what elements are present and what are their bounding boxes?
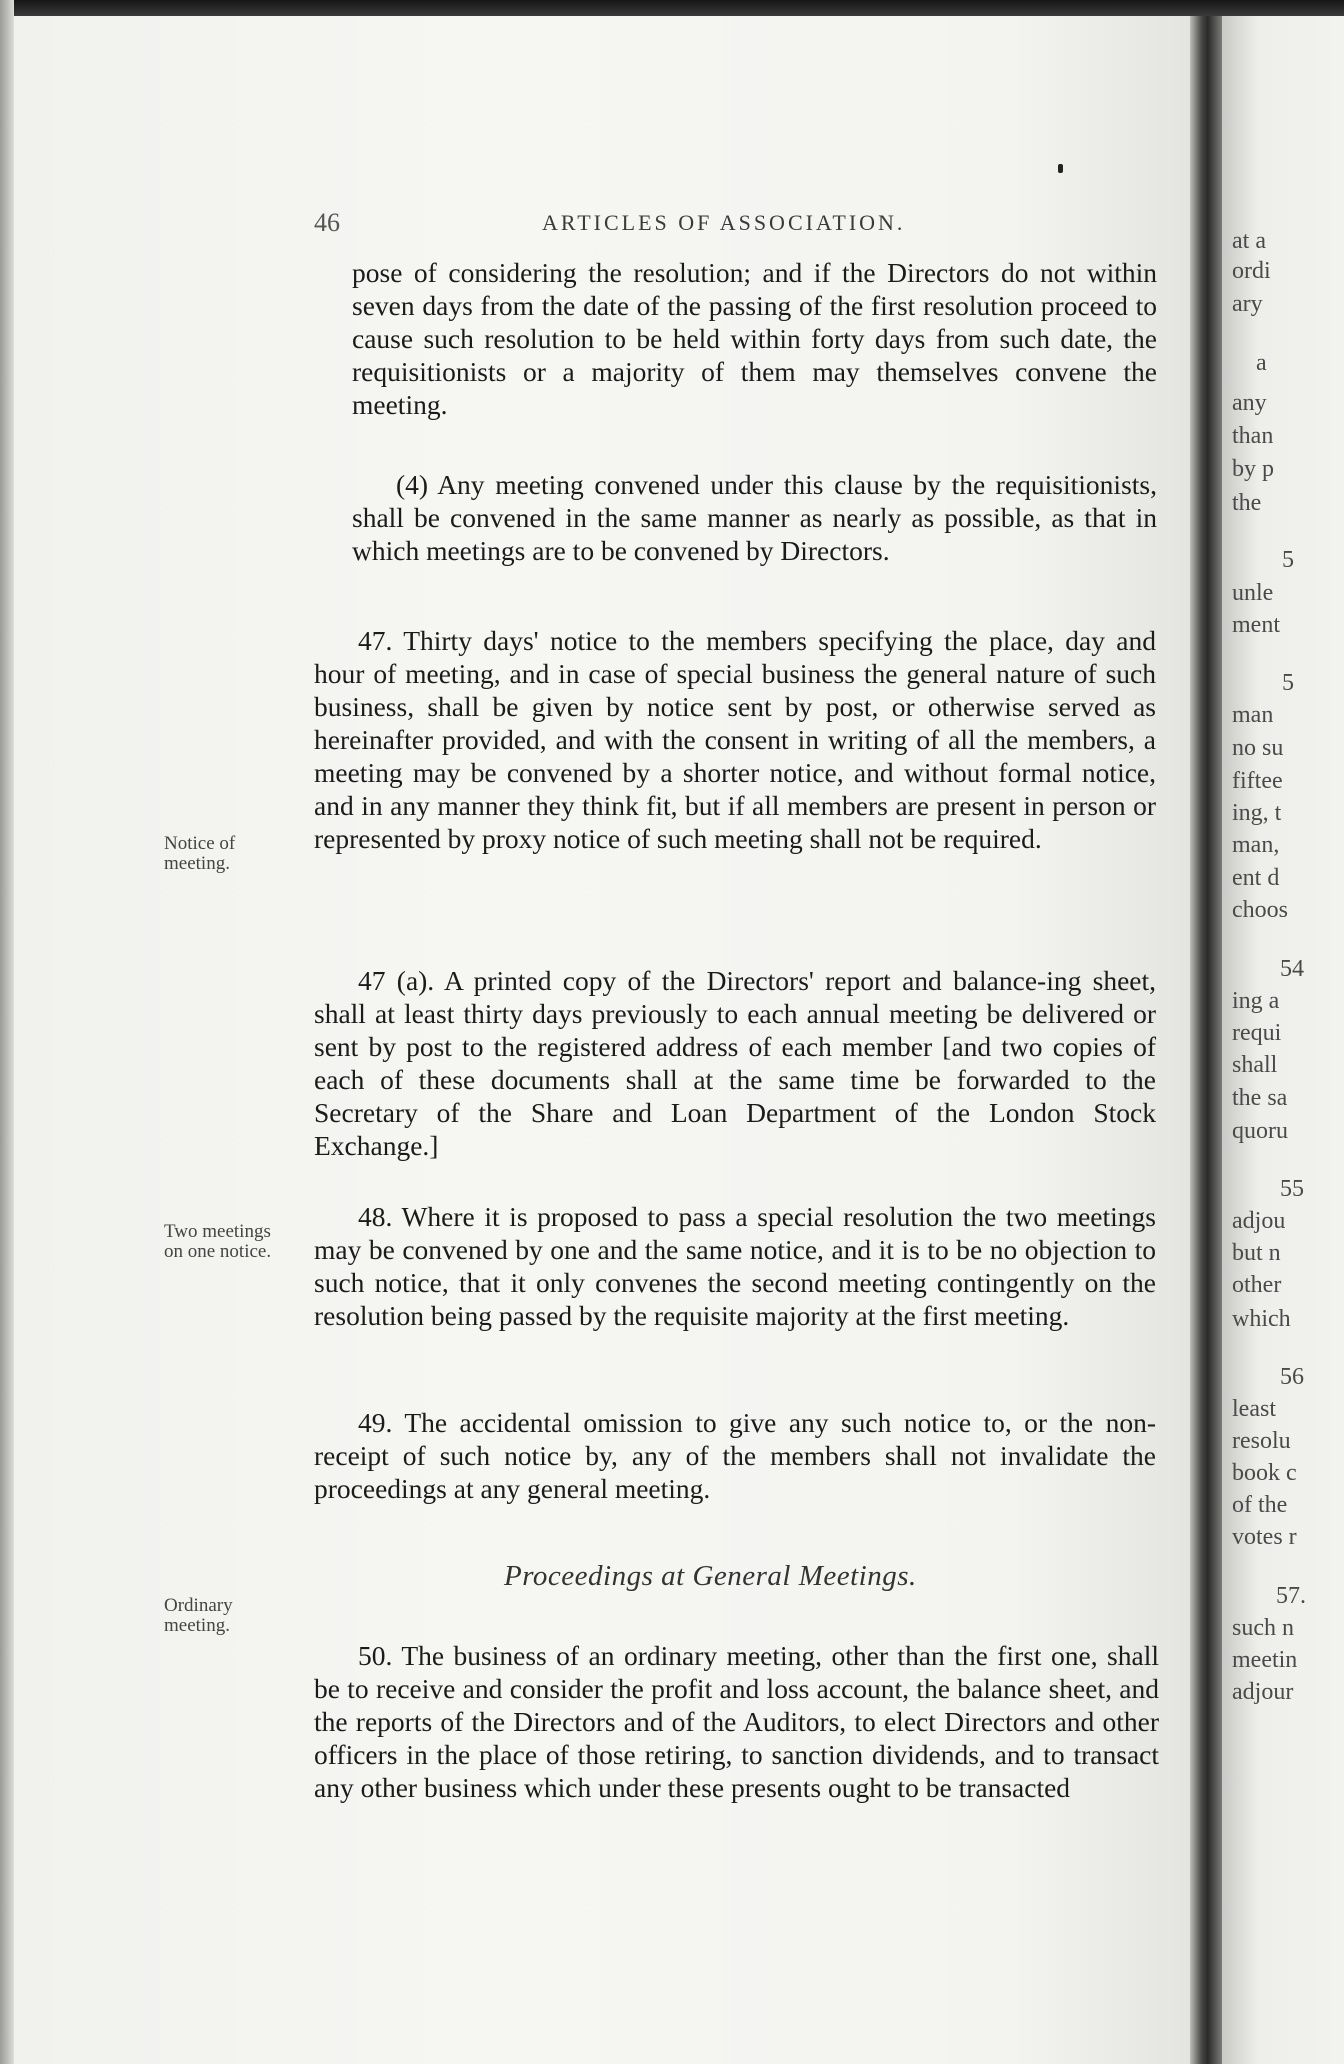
paragraph-clause-47: 47. Thirty days' notice to the members specifying the place, day and hour of meeting, and in case of special business the general nature of such business, shall be given by notice sent by post, or otherwise served as hereinafter provided, and with the consent in writing of all the members, a meeting may be convened by a shorter notice, and without formal notice, and in any manner they think fit, but if all members are present in person or represented by proxy notice of such meeting shall not be required. (314, 625, 1156, 854)
paragraph-clause-50: 50. The business of an ordinary meeting, other than the first one, shall be to receive and consider the profit and loss account, the balance sheet, and the reports of the Directors and of the Auditors, to elect Directors and other officers in the place of those retiring, to sanction dividends, and to transact any other business which under these presents ought to be transacted (314, 1640, 1159, 1803)
margin-note-ordinary-meeting: Ordinary meeting. (164, 1595, 233, 1636)
facing-line: shall (1232, 1052, 1278, 1078)
page-number: 46 (314, 208, 340, 237)
facing-line: of the (1232, 1492, 1288, 1518)
paragraph-continuation: pose of considering the resolution; and if the Directors do not within seven days from the date of the passing of the first resolution proceed to cause such resolution to be held within forty days from such date, the requisitionists or a majority of them may themselves convene the meeting. (352, 257, 1157, 420)
facing-line: resolu (1232, 1428, 1291, 1454)
facing-line: at a (1232, 228, 1266, 254)
margin-note-notice-of-meeting: Notice of meeting. (164, 833, 236, 874)
facing-line: which (1232, 1306, 1291, 1332)
facing-line: 56 (1280, 1364, 1304, 1390)
ink-mark (1058, 164, 1063, 173)
facing-line: adjou (1232, 1208, 1286, 1234)
paragraph-subclause-4: (4) Any meeting convened under this clause by the requisitionists, shall be convened in the same manner as nearly as possible, as that in which meetings are to be convened by Directors. (352, 469, 1157, 566)
section-heading: Proceedings at General Meetings. (504, 1560, 917, 1592)
facing-line: 55 (1280, 1176, 1304, 1202)
facing-line: least (1232, 1396, 1276, 1422)
facing-line: meetin (1232, 1647, 1298, 1673)
facing-line: than (1232, 423, 1274, 449)
facing-line: ent d (1232, 865, 1280, 891)
paragraph-clause-49: 49. The accidental omission to give any such notice to, or the non-receipt of such notice by, any of the members shall not invalidate the proceedings at any general meeting. (314, 1407, 1156, 1504)
running-title: ARTICLES OF ASSOCIATION. (542, 210, 906, 235)
paragraph-clause-47a: 47 (a). A printed copy of the Directors' report and balance-ing sheet, shall at least thirty days previously to each annual meeting be delivered or sent by post to the registered address of each member [and two copies of each of these documents shall at the same time be forwarded to the Secretary of the Share and Loan Department of the London Stock Exchange.] (314, 965, 1156, 1161)
facing-line: ary (1232, 291, 1263, 317)
facing-line: ing a (1232, 988, 1280, 1014)
facing-line: ordi (1232, 258, 1271, 284)
facing-line: other (1232, 1272, 1282, 1298)
facing-line: choos (1232, 897, 1288, 923)
facing-line: but n (1232, 1240, 1281, 1266)
facing-line: man (1232, 702, 1274, 728)
facing-line: by p (1232, 456, 1274, 482)
facing-line: 54 (1280, 956, 1304, 982)
facing-line: such n (1232, 1615, 1294, 1641)
book-gutter-shadow (1190, 16, 1222, 2064)
margin-note-two-meetings: Two meetings on one notice. (164, 1221, 272, 1262)
facing-line: quoru (1232, 1118, 1288, 1144)
facing-line: votes r (1232, 1524, 1297, 1550)
book-page (14, 16, 1190, 2064)
scan-left-edge (0, 0, 14, 2064)
scan-top-edge (0, 0, 1344, 16)
facing-line: 5 (1282, 547, 1294, 573)
facing-line: a (1256, 350, 1267, 376)
facing-line: requi (1232, 1020, 1282, 1046)
facing-line: unle (1232, 580, 1274, 606)
facing-line: ing, t (1232, 800, 1282, 826)
facing-page (1222, 16, 1344, 2064)
facing-line: man, (1232, 832, 1280, 858)
paragraph-clause-48: 48. Where it is proposed to pass a special resolution the two meetings may be convened by one and the same notice, and it is to be no objection to such notice, that it only convenes the second meeting contingently on the resolution being passed by the requisite majority at the first meeting. (314, 1201, 1156, 1331)
facing-line: no su (1232, 735, 1284, 761)
facing-line: adjour (1232, 1679, 1294, 1705)
facing-line: 5 (1282, 670, 1294, 696)
facing-line: fiftee (1232, 768, 1283, 794)
facing-line: the (1232, 490, 1262, 516)
facing-line: 57. (1276, 1583, 1306, 1609)
facing-line: any (1232, 390, 1267, 416)
facing-line: the sa (1232, 1085, 1288, 1111)
facing-line: ment (1232, 612, 1280, 638)
facing-line: book c (1232, 1460, 1297, 1486)
